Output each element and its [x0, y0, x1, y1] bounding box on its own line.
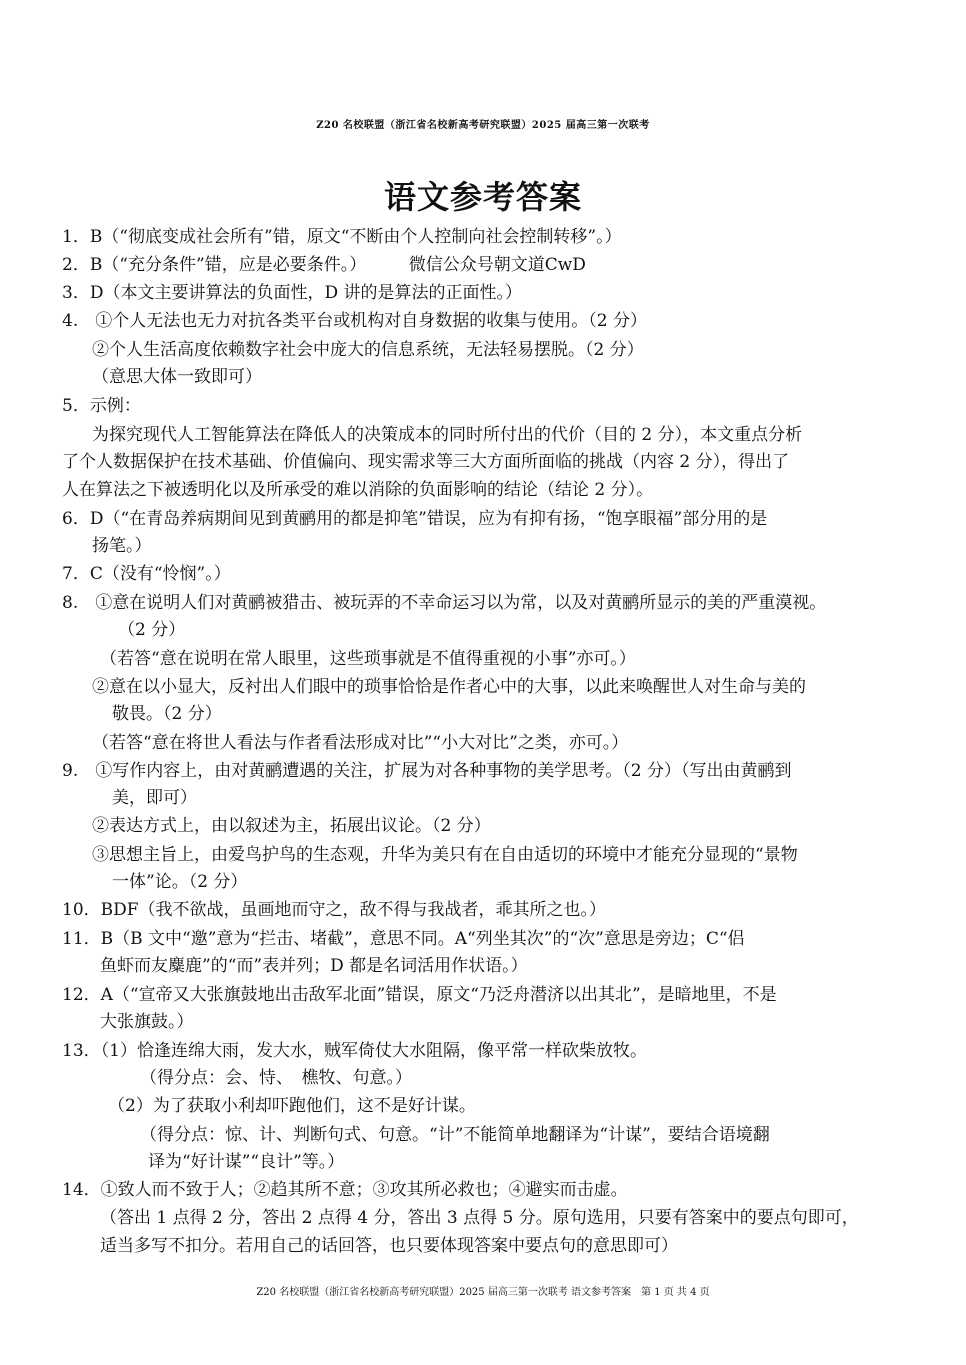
answer-line: 敬畏。（2 分） [112, 704, 222, 724]
answer-line: 1．B（“彻底变成社会所有”错，原文“不断由个人控制向社会控制转移”。） [62, 227, 622, 247]
answer-line: ②表达方式上，由以叙述为主，拓展出议论。（2 分） [92, 816, 491, 836]
answer-line: 为探究现代人工智能算法在降低人的决策成本的同时所付出的代价（目的 2 分），本文重点分析 [92, 425, 803, 445]
answer-line: 12．A（“宣帝又大张旗鼓地出击敌军北面”错误，原文“乃泛舟潜济以出其北”，是暗地里，不是 [62, 985, 777, 1005]
answer-line: 7．C（没有“怜悯”。） [62, 564, 231, 584]
answer-line: 3．D（本文主要讲算法的负面性，D 讲的是算法的正面性。） [62, 283, 522, 303]
answer-line: （若答“意在将世人看法与作者看法形成对比”“小大对比”之类，亦可。） [92, 733, 629, 753]
answer-line: 美，即可） [112, 788, 197, 808]
answer-line: 9. ①写作内容上，由对黄鹂遭遇的关注，扩展为对各种事物的美学思考。（2 分）（写出由黄鹂到 [62, 761, 792, 781]
answer-line: ②个人生活高度依赖数字社会中庞大的信息系统，无法轻易摆脱。（2 分） [92, 340, 644, 360]
answer-line: 大张旗鼓。） [100, 1012, 194, 1032]
answer-line: 译为“好计谋”“良计”等。） [148, 1152, 345, 1172]
answer-line: 了个人数据保护在技术基础、价值偏向、现实需求等三大方面所面临的挑战（内容 2 分），得出了 [62, 452, 790, 472]
answer-line: 人在算法之下被透明化以及所承受的难以消除的负面影响的结论（结论 2 分）。 [62, 480, 654, 500]
answer-line: ③思想主旨上，由爱鸟护鸟的生态观，升华为美只有在自由适切的环境中才能充分显现的“景物 [92, 845, 798, 865]
answer-line: （2 分） [118, 620, 186, 640]
answer-line: （意思大体一致即可） [92, 367, 262, 387]
answer-line: 鱼虾而友麋鹿”的“而”表并列；D 都是名词活用作状语。） [100, 956, 528, 976]
document-title: Z20 名校联盟（浙江省名校新高考研究联盟）2025 届高三第一次联考 [316, 120, 650, 131]
answer-line: 8. ①意在说明人们对黄鹂被猎击、被玩弄的不幸命运习以为常，以及对黄鹂所显示的美的严重漠视。 [62, 593, 827, 613]
answer-line: ②意在以小显大，反衬出人们眼中的琐事恰恰是作者心中的大事，以此来唤醒世人对生命与美的 [92, 677, 806, 697]
document-subtitle: 语文参考答案 [383, 178, 582, 216]
answer-line: 5．示例： [62, 396, 141, 416]
page-footer: Z20 名校联盟（浙江省名校新高考研究联盟）2025 届高三第一次联考 语文参考答案 第 1 页 共 4 页 [256, 1287, 710, 1298]
answer-line: （得分点：会、恃、 樵牧、句意。） [140, 1068, 412, 1088]
answer-line: （若答“意在说明在常人眼里，这些琐事就是不值得重视的小事”亦可。） [100, 649, 636, 669]
answer-line: 适当多写不扣分。若用自己的话回答，也只要体现答案中要点句的意思即可） [100, 1236, 678, 1256]
answer-line: （2）为了获取小利却吓跑他们，这不是好计谋。 [108, 1096, 476, 1116]
answer-line: 一体”论。（2 分） [112, 872, 248, 892]
answer-line: 4. ①个人无法也无力对抗各类平台或机构对自身数据的收集与使用。（2 分） [62, 311, 647, 331]
answer-line: 13．（1）恰逢连绵大雨，发大水，贼军倚仗大水阻隔，像平常一样砍柴放牧。 [62, 1041, 647, 1061]
answer-line: 扬笔。） [92, 536, 152, 556]
answer-line: 2．B（“充分条件”错，应是必要条件。） 微信公众号朝文道CwD [62, 255, 586, 275]
answer-line: （答出 1 点得 2 分，答出 2 点得 4 分，答出 3 点得 5 分。原句选用，只要有答案中的要点句即可， [100, 1208, 859, 1228]
answer-line: 10．BDF（我不欲战，虽画地而守之，敌不得与我战者，乖其所之也。） [62, 900, 607, 920]
answer-line: （得分点：惊、计、判断句式、句意。“计”不能简单地翻译为“计谋”，要结合语境翻 [140, 1125, 770, 1145]
answer-line: 14．①致人而不致于人；②趋其所不意；③攻其所必救也；④避实而击虚。 [62, 1180, 628, 1200]
answer-line: 6．D（“在青岛养病期间见到黄鹂用的都是抑笔”错误，应为有抑有扬，“饱享眼福”部分用的是 [62, 509, 768, 529]
answer-line: 11．B（B 文中“邀”意为“拦击、堵截”，意思不同。A“列坐其次”的“次”意思是旁边；C“侣 [62, 929, 745, 949]
